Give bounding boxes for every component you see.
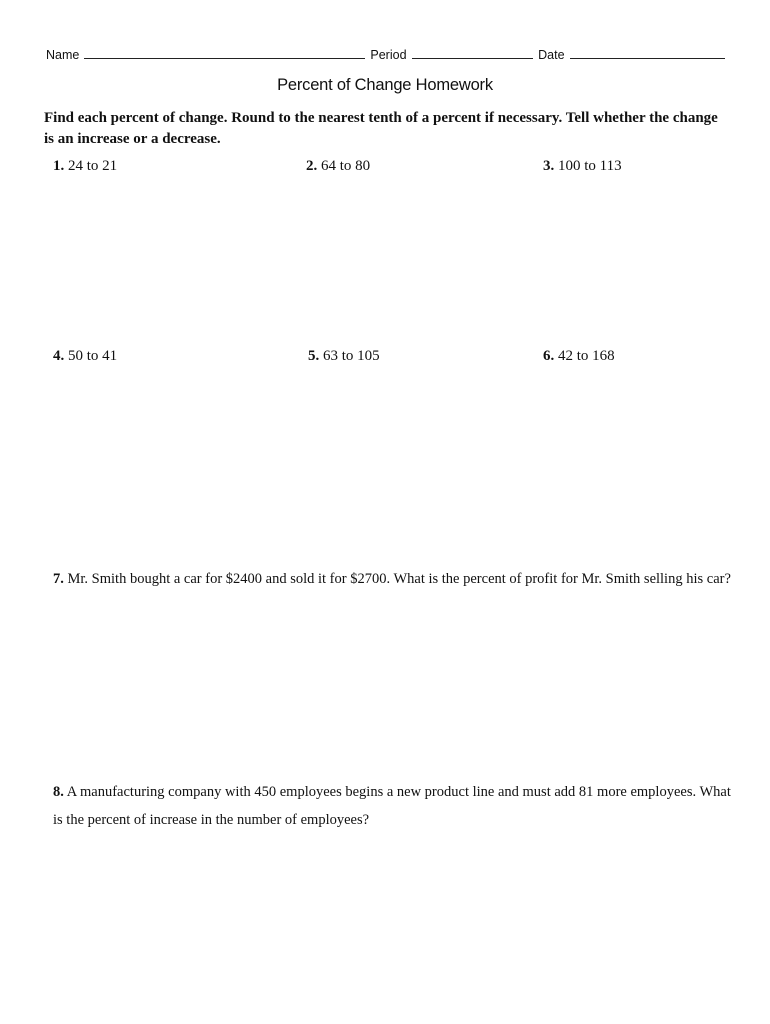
period-blank[interactable] — [412, 47, 534, 59]
problem-text: 64 to 80 — [321, 158, 371, 174]
problem-number: 7. — [53, 571, 64, 587]
name-label: Name — [46, 48, 80, 62]
problem-3 — [543, 158, 622, 175]
problem-text: 24 to 21 — [68, 158, 118, 174]
period-label: Period — [370, 48, 407, 62]
name-blank[interactable] — [84, 47, 365, 59]
problem-number: 5. — [308, 348, 320, 364]
problem-5 — [308, 348, 380, 365]
instructions: Find each percent of change. Round to the nearest tenth of a percent if necessary. Tell whether the change is an increase or a decrease. — [44, 110, 718, 147]
problem-number: 3. — [543, 158, 555, 174]
problem-1 — [53, 158, 117, 175]
problem-4 — [53, 348, 117, 365]
problem-number: 2. — [306, 158, 318, 174]
problem-number: 4. — [53, 348, 65, 364]
problem-6 — [543, 348, 615, 365]
problem-text: A manufacturing company with 450 employees begins a new product line and must add 81 more employees. What is the percent of increase in the number of employees? — [53, 784, 731, 828]
problem-text: 63 to 105 — [323, 348, 380, 364]
date-blank[interactable] — [570, 47, 725, 59]
problem-2 — [306, 158, 370, 175]
problem-text: 50 to 41 — [68, 348, 118, 364]
student-info-header — [44, 47, 728, 62]
word-problem-7 — [53, 565, 743, 593]
problem-number: 8. — [53, 784, 64, 800]
page-title: Percent of Change Homework — [277, 76, 493, 94]
problem-number: 1. — [53, 158, 65, 174]
problem-text: 42 to 168 — [558, 348, 615, 364]
word-problem-8 — [53, 778, 743, 834]
problem-number: 6. — [543, 348, 555, 364]
problem-text: Mr. Smith bought a car for $2400 and sold it for $2700. What is the percent of profit for Mr. Smith selling his car? — [67, 571, 731, 587]
problem-text: 100 to 113 — [558, 158, 622, 174]
date-label: Date — [538, 48, 565, 62]
